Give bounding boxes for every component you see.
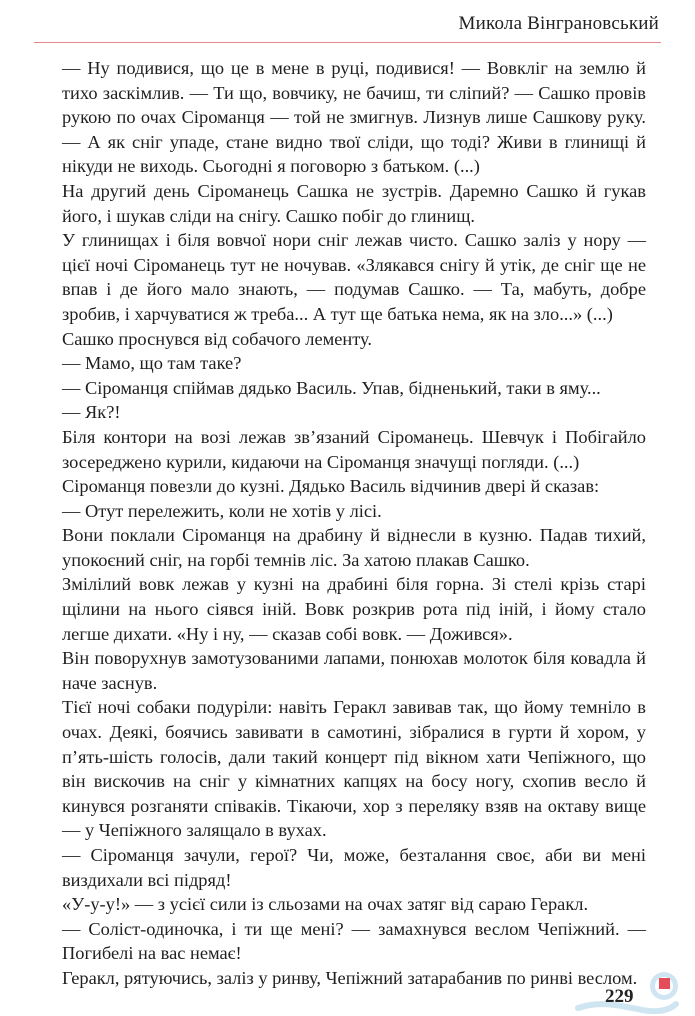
page-number: 229 [605,986,634,1007]
paragraph: — Отут перележить, коли не хотів у лісі. [62,500,382,521]
paragraph: Він поворухнув замотузованими лапами, понюхав молоток біля ковадла й наче заснув. [62,648,646,693]
paragraph: — Соліст-одиночка, і ти ще мені? — замахнувся веслом Чепіжний. — Погибелі на вас немає! [62,918,646,964]
paragraph: Геракл, рятуючись, заліз у ринву, Чепіжний затарабанив по ринві веслом. [62,967,638,988]
author-name: Микола Вінграновський [458,13,659,34]
paragraph: — Сіроманця зачули, герої? Чи, може, безталання своє, аби ви мені виздихали всі підряд! [62,845,646,890]
paragraph: На другий день Сіроманець Сашка не зустрів. Даремно Сашко й гукав його, і шукав сліди на снігу. Сашко побіг до глинищ. [62,180,646,226]
paragraph: У глинищах і біля вовчої нори сніг лежав чисто. Сашко заліз у нору — цієї ночі Сіроманець тут не ночував. «Злякався снігу й утік, де сніг ще не впав і де його мало знають, — подумав Сашко. — Та, мабуть, добре зробив, і харчуватися ж треба... А тут ще батька нема, як на зло...» (...) [62,230,646,324]
running-header [34,0,661,43]
paragraph: Біля контори на возі лежав зв’язаний Сіроманець. Шевчук і Побігайло зосереджено курили, кидаючи на Сіроманця значущі погляди. (...) [62,426,646,472]
body-text [62,56,646,991]
page-footer [0,960,695,1014]
paragraph: Сашко проснувся від собачого лементу. [62,328,373,349]
paragraph: — Мамо, що там таке? [62,353,242,374]
paragraph: Сіроманця повезли до кузні. Дядько Василь відчинив двері й сказав: [62,476,600,497]
paragraph: «У-у-у!» — з усієї сили із сльозами на очах затяг від сараю Геракл. [62,894,589,915]
paragraph: Тієї ночі собаки подуріли: навіть Геракл завивав так, що йому темніло в очах. Деякі, боячись завивати в самотині, зібралися в гурти й хором, у п’ять-шість голосів, дали такий концерт під вікном хати Чепіжного, що він вискочив на сніг у кімнатних капцях на босу ногу, схопив весло й кинувся розганяти співаків. Тікаючи, хор з переляку взяв на октаву вище — у Чепіжного залящало в вухах. [62,697,646,841]
paragraph: — Ну подивися, що це в мене в руці, подивися! — Вовкліг на землю й тихо заскімлив. — Ти що, вовчику, не бачиш, ти сліпий? — Сашко провів рукою по очах Сіроманця — той не змигнув. Лизнув лише Сашкову руку. — А як сніг упаде, стане видно твої сліди, що тоді? Живи в глинищі й нікуди не виходь. Сьогодні я поговорю з батьком. (...) [62,58,646,177]
paragraph: — Сіроманця спіймав дядько Василь. Упав, бідненький, таки в яму... [62,377,601,398]
paragraph: Вони поклали Сіроманця на драбину й віднесли в кузню. Падав тихий, упокоєний сніг, на горбі темнів ліс. За хатою плакав Сашко. [62,525,646,570]
paragraph: Змілілий вовк лежав у кузні на драбині біля горна. Зі стелі крізь старі щілини на нього сіявся іній. Вовк розкрив рота під іній, і йому стало легше дихати. «Ну і ну, — сказав собі вовк. — Дожився». [62,574,646,644]
paragraph: — Як?! [62,402,121,423]
red-square-icon [659,978,670,989]
